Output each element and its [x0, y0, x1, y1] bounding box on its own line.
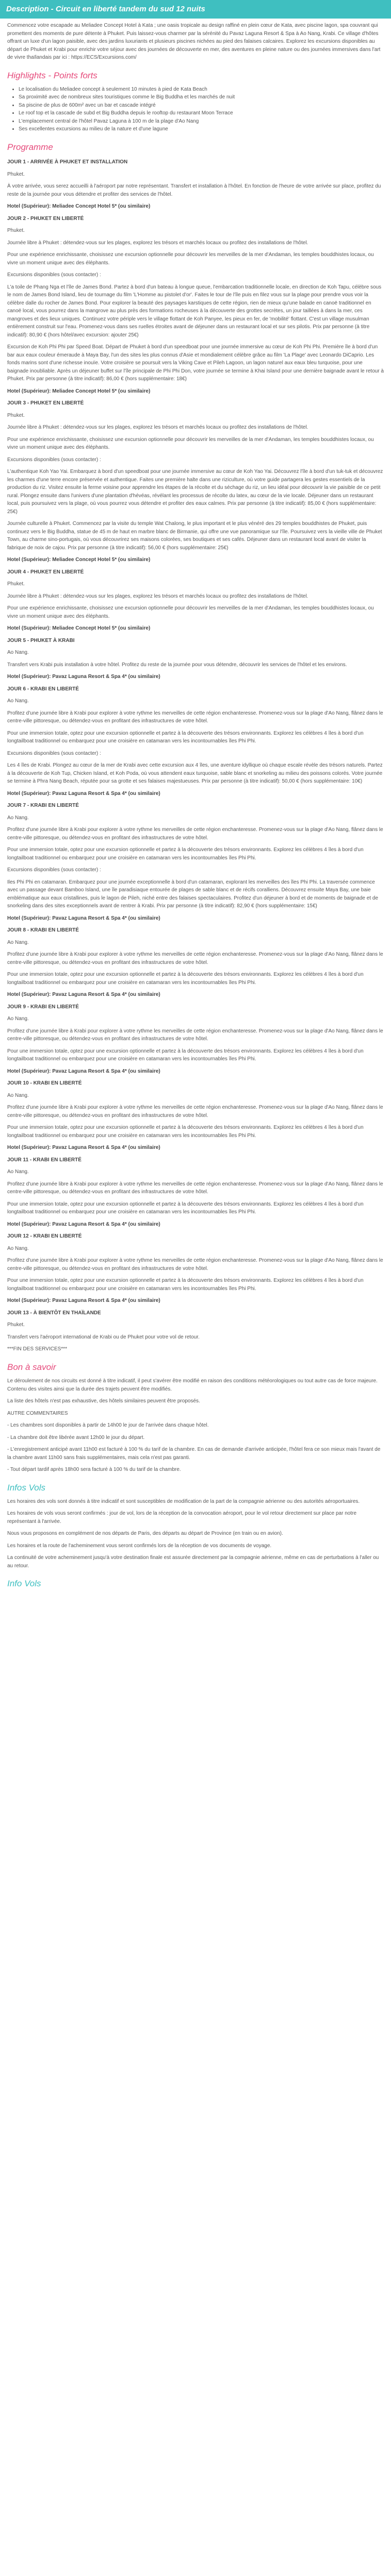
day-paragraph: Excursions disponibles (sous contacter) : [7, 272, 101, 278]
day-paragraph: Excursions disponibles (sous contacter) : [7, 867, 101, 873]
infos-vols-paragraph: Nous vous proposons en complément de nos départs de Paris, des départs au départ de Province (en train ou en avion). [7, 1531, 283, 1537]
day-paragraph: Excursion de Koh Phi Phi par Speed Boat. Départ de Phuket à bord d'un speedboat pour une journée immersive au cœur de Koh Phi Phi. Première île à bord d'un bar aux eaux couleur émeraude à Maya Bay, l'un des sites les plus connus d'Asie et mondialement célèbre grâce au film 'La Plage' avec Leonardo DiCaprio. Les fonds marins sont d'une richesse inouïe. Votre croisière se poursuit vers la Viking Cave et Pileh Lagoon, un lagon naturel aux eaux bleu turquoise, pour une baignade inoubliable. Après un déjeuner buffet sur l'île principale de Phi Phi Don, votre journée se termine à Khai Island pour une dernière baignade avant le retour à Phuket. Prix par personne (à titre indicatif): 86,00 € (hors supplémentaire: 18€) [7, 344, 384, 382]
day-paragraph: À votre arrivée, vous serez accueilli à l'aéroport par notre représentant. Transfert et installation à l'hôtel. En fonction de l'heure de votre arrivée sur place, profitez du reste de la journée pour vous détendre et profiter des services de l'hôtel. [7, 183, 381, 197]
content [0, 19, 391, 1599]
infos-vols-paragraph: La continuité de votre acheminement jusqu'à votre destination finale est assurée directement par la compagnie aérienne, même en cas de perturbations à l'aller ou au retour. [7, 1555, 379, 1569]
info-vols-title: Info Vols [7, 1579, 41, 1589]
infos-vols-paragraph: Les horaires et la route de l'acheminement vous seront confirmés lors de la réception de vos documents de voyage. [7, 1543, 272, 1549]
day-title: JOUR 1 - ARRIVÉE À PHUKET ET INSTALLATION [7, 159, 128, 165]
programme-title: Programme [7, 142, 53, 152]
day-hotel: Hotel (Supérieur): Meliadee Concept Hotel 5* (ou similaire) [7, 204, 151, 210]
bon-a-savoir-paragraph: La liste des hôtels n'est pas exhaustive, des hôtels similaires peuvent être proposés. [7, 1398, 200, 1404]
infos-vols-title: Infos Vols [7, 1482, 46, 1493]
bon-a-savoir-title: Bon à savoir [7, 1362, 56, 1372]
infos-vols-paragraph: Les horaires de vols vous seront confirmés : jour de vol, lors de la réception de la convocation aéroport, pour le vol retour directement sur place par notre représentant à l'arrivée. [7, 1511, 357, 1524]
day-paragraph: Iles Phi Phi en catamaran. Embarquez pour une journée exceptionnelle à bord d'un catamaran, explorant les merveilles des îles Phi Phi. La traversée commence avec un passage devant Bamboo Island, une île paradisiaque entourée de plages de sable blanc et de récifs coralliens. Découvrez ensuite Maya Bay, une baie emblématique aux eaux cristallines, puis le lagon de Pileh, niché entre des falaises spectaculaires. Profitez d'un déjeuner à bord et de moments de baignade et de snorkeling dans des sites exceptionnels avant de rentrer à Krabi. Prix par personne (à titre indicatif): 82,90 € (hors supplémentaire: 15€) [7, 879, 379, 909]
day-paragraph: Journée libre à Phuket : détendez-vous sur les plages, explorez les trésors et marchés locaux ou profitez des installations de l'hôtel. [7, 240, 308, 246]
bon-a-savoir-paragraph: - L'enregistrement anticipé avant 11h00 est facturé à 100 % du tarif de la chambre. En cas de demande d'arrivée anticipée, l'hôtel fera ce son mieux mais l'avant de la chambre avant 11h00 sans frais supplémentaires, mais cela n'est pas garanti. [7, 1447, 381, 1461]
infos-vols-paragraph: Les horaires des vols sont donnés à titre indicatif et sont susceptibles de modification de la part de la compagnie aérienne ou des autorités aéroportuaires. [7, 1498, 360, 1504]
bon-a-savoir-body [7, 1377, 384, 1474]
day-hotel: Hotel (Supérieur): Pavaz Laguna Resort & Spa 4* (ou similaire) [7, 915, 160, 921]
day-title: JOUR 7 - KRABI EN LIBERTÉ [7, 803, 79, 809]
day-hotel: Hotel (Supérieur): Pavaz Laguna Resort & Spa 4* (ou similaire) [7, 1298, 160, 1304]
day-paragraph: Profitez d'une journée libre à Krabi pour explorer à votre rythme les merveilles de cette région enchanteresse. Promenez-vous sur la plage d'Ao Nang, flânez dans le centre-ville pittoresque, ou détendez-vous en profitant des infrastructures de votre hôtel. [7, 1258, 383, 1272]
day-hotel: Hotel (Supérieur): Meliadee Concept Hotel 5* (ou similaire) [7, 388, 151, 394]
day-place: Ao Nang. [7, 650, 29, 656]
day-title: JOUR 13 - À BIENTÔT EN THAÏLANDE [7, 1310, 101, 1316]
day-place: Ao Nang. [7, 815, 29, 821]
title-banner [0, 0, 391, 19]
infos-vols-body [7, 1498, 384, 1570]
highlight-item: • Le localisation du Meliadee concept à seulement 10 minutes à pied de Kata Beach [19, 86, 384, 94]
day-place: Phuket. [7, 412, 25, 418]
day-place: Ao Nang. [7, 1016, 29, 1022]
day-hotel: Hotel (Supérieur): Pavaz Laguna Resort & Spa 4* (ou similaire) [7, 790, 160, 796]
highlight-item: • L'emplacement central de l'hôtel Pavaz Laguna à 100 m de la plage d'Ao Nang [19, 117, 384, 126]
day-paragraph: Pour une expérience enrichissante, choisissez une excursion optionnelle pour découvrir les merveilles de la mer d'Andaman, les temples bouddhistes locaux, ou vivre un moment unique avec des éléphants. [7, 605, 374, 619]
day-hotel: Hotel (Supérieur): Meliadee Concept Hotel 5* (ou similaire) [7, 557, 151, 563]
day-title: JOUR 2 - PHUKET EN LIBERTÉ [7, 215, 84, 222]
intro-text: Commencez votre escapade au Meliadee Concept Hotel à Kata ; une oasis tropicale au design raffiné en plein cœur de Kata, avec piscine lagon, spa couvrant qui promettent des moments de pure détente à Phuket. Puis laissez-vous charmer par la sérénité du Pavaz Laguna Resort & Spa à Ao Nang, Krabi. Ce village d'hôtes offrant un luxe d'un lagon paisible, avec des jardins luxuriants et plusieurs piscines nichées au pied des falaises calcaires. Explorez les excursions disponibles au départ de Phuket et Krabi pour enrichir votre séjour avec des journées de découverte en mer, des aventures en pleine nature ou des journées immersives dans l'art de vivre thaïlandais par ici : https://ECS/Excursions.com/ [7, 23, 381, 60]
bon-a-savoir-paragraph: AUTRE COMMENTAIRES [7, 1410, 68, 1416]
bon-a-savoir-paragraph: Le déroulement de nos circuits est donné à titre indicatif, il peut s'avérer être modifié en raison des conditions météorologiques ou tout autre cas de force majeure. Contenu des visites ainsi que la durée des trajets peuvent être modifiés. [7, 1378, 378, 1392]
day-paragraph: Journée libre à Phuket : détendez-vous sur les plages, explorez les trésors et marchés locaux ou profitez des installations de l'hôtel. [7, 425, 308, 431]
day-place: Ao Nang. [7, 939, 29, 945]
bon-a-savoir-paragraph: - La chambre doit être libérée avant 12h00 le jour du départ. [7, 1434, 145, 1440]
day-paragraph: Pour une expérience enrichissante, choisissez une excursion optionnelle pour découvrir les merveilles de la mer d'Andaman, les temples bouddhistes locaux, ou vivre un moment unique avec des éléphants. [7, 436, 374, 451]
day-place: Ao Nang. [7, 698, 29, 704]
day-place: Ao Nang. [7, 1092, 29, 1098]
day-paragraph: L'authentique Koh Yao Yai. Embarquez à bord d'un speedboat pour une journée immersive au cœur de Koh Yao Yai. Découvrez l'île à bord d'un tuk-tuk et découvrez les charmes d'une terre encore préservée et authentique. Faites une première halte dans une riziculture, où votre guide partagera les gestes essentiels de la production du riz. Visitez ensuite la ferme voisine pour apprendre les étapes de la récolte et du séchage du riz, un lieu idéal pour découvrir la vie paisible de ce petit rural. Plongez ensuite dans l'univers d'une plantation d'hévéas, révélant les processus de récolte du latex, au cœur de la vie locale. Déjeuner dans un restaurant local, puis poursuivez vers la plage, où vous pourrez vous détendre et profiter des eaux calmes. Prix par personne (à titre indicatif): 85,00 € (hors supplémentaire: 25€) [7, 469, 383, 515]
page-title: Description - Circuit en liberté tandem du sud 12 nuits [6, 5, 205, 14]
day-paragraph: Pour une expérience enrichissante, choisissez une excursion optionnelle pour découvrir les merveilles de la mer d'Andaman, les temples bouddhistes locaux, ou vivre un moment unique avec des éléphants. [7, 252, 374, 266]
day-paragraph: Pour une immersion totale, optez pour une excursion optionnelle et partez à la découverte des trésors environnants. Explorez les célèbres 4 îles à bord d'un longtailboat traditionnel ou embarquez pour une croisière en catamaran vers les incontournables îles Phi Phi. [7, 1125, 364, 1139]
day-paragraph: Pour une immersion totale, optez pour une excursion optionnelle et partez à la découverte des trésors environnants. Explorez les célèbres 4 îles à bord d'un longtailboat traditionnel ou embarquez pour une croisière en catamaran vers les incontournables îles Phi Phi. [7, 1201, 364, 1215]
day-paragraph: Transfert vers Krabi puis installation à votre hôtel. Profitez du reste de la journée pour vous détendre, découvrir les services de l'hôtel et les environs. [7, 662, 347, 668]
day-paragraph: Pour une immersion totale, optez pour une excursion optionnelle et partez à la découverte des trésors environnants. Explorez les célèbres 4 îles à bord d'un longtailboat traditionnel ou embarquez pour une croisière en catamaran vers les incontournables îles Phi Phi. [7, 847, 364, 861]
day-place: Ao Nang. [7, 1245, 29, 1251]
day-hotel: Hotel (Supérieur): Pavaz Laguna Resort & Spa 4* (ou similaire) [7, 992, 160, 998]
day-title: JOUR 4 - PHUKET EN LIBERTÉ [7, 569, 84, 575]
day-title: JOUR 6 - KRABI EN LIBERTÉ [7, 686, 79, 692]
day-paragraph: Pour une immersion totale, optez pour une excursion optionnelle et partez à la découverte des trésors environnants. Explorez les célèbres 4 îles à bord d'un longtailboat traditionnel ou embarquez pour une croisière en catamaran vers les incontournables îles Phi Phi. [7, 1278, 364, 1292]
day-title: JOUR 5 - PHUKET À KRABI [7, 637, 75, 643]
day-paragraph: Les 4 îles de Krabi. Plongez au cœur de la mer de Krabi avec cette excursion aux 4 îles, une aventure idyllique où chaque escale révèle des trésors naturels. Partez à la découverte de Koh Tup, Chicken Island, et Koh Poda, où vous attendent eaux turquoise, sable blanc et snorkeling au milieu des poissons colorés. Votre journée se termine à Phra Nang Beach, réputée pour sa grotte et ses falaises majestueuses. Prix par personne (à titre indicatif): 50,00 € (hors supplémentaire: 10€) [7, 762, 383, 785]
day-place: Phuket. [7, 171, 25, 177]
day-paragraph: Pour une immersion totale, optez pour une excursion optionnelle et partez à la découverte des trésors environnants. Explorez les célèbres 4 îles à bord d'un longtailboat traditionnel ou embarquez pour une croisière en catamaran vers les incontournables îles Phi Phi. [7, 730, 364, 744]
day-place: Phuket. [7, 1322, 25, 1328]
day-title: JOUR 12 - KRABI EN LIBERTÉ [7, 1233, 82, 1240]
day-paragraph: Profitez d'une journée libre à Krabi pour explorer à votre rythme les merveilles de cette région enchanteresse. Promenez-vous sur la plage d'Ao Nang, flânez dans le centre-ville pittoresque, ou détendez-vous en profitant des infrastructures de votre hôtel. [7, 1105, 383, 1118]
day-place: Phuket. [7, 228, 25, 234]
day-place: Phuket. [7, 581, 25, 587]
day-paragraph: Transfert vers l'aéroport international de Krabi ou de Phuket pour votre vol de retour. [7, 1334, 200, 1340]
bon-a-savoir-paragraph: - Les chambres sont disponibles à partir de 14h00 le jour de l'arrivée dans chaque hôtel. [7, 1422, 209, 1429]
highlights-title: Highlights - Points forts [7, 70, 97, 80]
highlight-item: • Sa piscine de plus de 600m² avec un bar et cascade intégré [19, 101, 384, 110]
day-paragraph: Profitez d'une journée libre à Krabi pour explorer à votre rythme les merveilles de cette région enchanteresse. Promenez-vous sur la plage d'Ao Nang, flânez dans le centre-ville pittoresque, ou détendez-vous en profitant des infrastructures de votre hôtel. [7, 1181, 383, 1195]
bon-a-savoir-paragraph: - Tout départ tardif après 18h00 sera facturé à 100 % du tarif de la chambre. [7, 1467, 181, 1473]
day-paragraph: Excursions disponibles (sous contacter) : [7, 456, 101, 463]
day-paragraph: Profitez d'une journée libre à Krabi pour explorer à votre rythme les merveilles de cette région enchanteresse. Promenez-vous sur la plage d'Ao Nang, flânez dans le centre-ville pittoresque, ou détendez-vous en profitant des infrastructures de votre hôtel. [7, 827, 383, 841]
highlights-list [7, 86, 384, 133]
day-hotel: Hotel (Supérieur): Pavaz Laguna Resort & Spa 4* (ou similaire) [7, 1221, 160, 1227]
day-paragraph: ***FIN DES SERVICES*** [7, 1346, 67, 1352]
day-hotel: Hotel (Supérieur): Meliadee Concept Hotel 5* (ou similaire) [7, 625, 151, 632]
day-title: JOUR 3 - PHUKET EN LIBERTÉ [7, 400, 84, 406]
day-title: JOUR 9 - KRABI EN LIBERTÉ [7, 1004, 79, 1010]
highlight-item: • Sa proximité avec de nombreux sites touristiques comme le Big Buddha et les marchés de nuit [19, 93, 384, 101]
highlight-item: • Le roof top et la cascade de subd et Big Buddha depuis le rooftop du restaurant Moon Terrace [19, 109, 384, 117]
programme-days [7, 158, 384, 1353]
day-hotel: Hotel (Supérieur): Pavaz Laguna Resort & Spa 4* (ou similaire) [7, 1068, 160, 1074]
day-title: JOUR 10 - KRABI EN LIBERTÉ [7, 1080, 82, 1087]
day-hotel: Hotel (Supérieur): Pavaz Laguna Resort & Spa 4* (ou similaire) [7, 674, 160, 680]
day-paragraph: Profitez d'une journée libre à Krabi pour explorer à votre rythme les merveilles de cette région enchanteresse. Promenez-vous sur la plage d'Ao Nang, flânez dans le centre-ville pittoresque, ou détendez-vous en profitant des infrastructures de votre hôtel. [7, 952, 383, 965]
day-paragraph: Excursions disponibles (sous contacter) : [7, 750, 101, 756]
day-hotel: Hotel (Supérieur): Pavaz Laguna Resort & Spa 4* (ou similaire) [7, 1145, 160, 1151]
day-paragraph: Journée culturelle à Phuket. Commencez par la visite du temple Wat Chalong, le plus important et le plus vénéré des 29 temples bouddhistes de Phuket, puis continuez vers le Big Buddha, statue de 45 m de haut en marbre blanc de Birmanie, qui offre une vue panoramique sur l'île. Poursuivez vers la vieille ville de Phuket Town, au charme sino-portugais, où vous découvrirez ses maisons colorées, ses boutiques et ses cafés. Déjeuner dans un restaurant local avant de visiter la fabrique de noix de cajou. Prix par personne (à titre indicatif): 56,00 € (hors supplémentaire: 25€) [7, 521, 382, 551]
day-title: JOUR 8 - KRABI EN LIBERTÉ [7, 927, 79, 934]
day-paragraph: L'a toile de Phang Nga et l'île de James Bond. Partez à bord d'un bateau à longue queue, l'embarcation traditionnelle locale, en direction de Koh Tapu, célèbre sous le nom de James Bond Island, lieu de tournage du film 'L'Homme au pistolet d'or'. Faites le tour de l'île puis en filez vous sur la plage pour prendre vous voir la célèbre dalle du rocher de James Bond. Pour explorer la beauté des paysages karstiques de cette région, rien de mieux qu'une balade en canoë traditionnel en canoë local, vous pourrez dans la mangrove au plus près des formations rocheuses à la découverte des grottes secrètes, un jour taillées à dans la mer, ces mangroves et des lieux uniques. Continuez votre périple vers le village flottant de Koh Panyee, les pieux en fer, de 'mobilité' flottant. C'est un village musulman entièrement construit sur l'eau. Promenez-vous dans ses ruelles étroites avant de déjeuner dans un restaurant local et sur ses pilotis. Prix par personne (à titre indicatif): 80,90 € (hors hôtel/avec excursion: ajouter 25€) [7, 284, 382, 338]
day-paragraph: Pour une immersion totale, optez pour une excursion optionnelle et partez à la découverte des trésors environnants. Explorez les célèbres 4 îles à bord d'un longtailboat traditionnel ou embarquez pour une croisière en catamaran vers les incontournables îles Phi Phi. [7, 1048, 364, 1062]
day-paragraph: Pour une immersion totale, optez pour une excursion optionnelle et partez à la découverte des trésors environnants. Explorez les célèbres 4 îles à bord d'un longtailboat traditionnel ou embarquez pour une croisière en catamaran vers les incontournables îles Phi Phi. [7, 972, 364, 986]
highlight-item: • Ses excellentes excursions au milieu de la nature et d'une lagune [19, 125, 384, 133]
day-paragraph: Profitez d'une journée libre à Krabi pour explorer à votre rythme les merveilles de cette région enchanteresse. Promenez-vous sur la plage d'Ao Nang, flânez dans le centre-ville pittoresque, ou détendez-vous en profitant des infrastructures de votre hôtel. [7, 1028, 383, 1042]
day-title: JOUR 11 - KRABI EN LIBERTÉ [7, 1157, 82, 1163]
day-paragraph: Profitez d'une journée libre à Krabi pour explorer à votre rythme les merveilles de cette région enchanteresse. Promenez-vous sur la plage d'Ao Nang, flânez dans le centre-ville pittoresque, ou détendez-vous en profitant des infrastructures de votre hôtel. [7, 710, 383, 724]
day-place: Ao Nang. [7, 1169, 29, 1175]
day-paragraph: Journée libre à Phuket : détendez-vous sur les plages, explorez les trésors et marchés locaux ou profitez des installations de l'hôtel. [7, 593, 308, 599]
